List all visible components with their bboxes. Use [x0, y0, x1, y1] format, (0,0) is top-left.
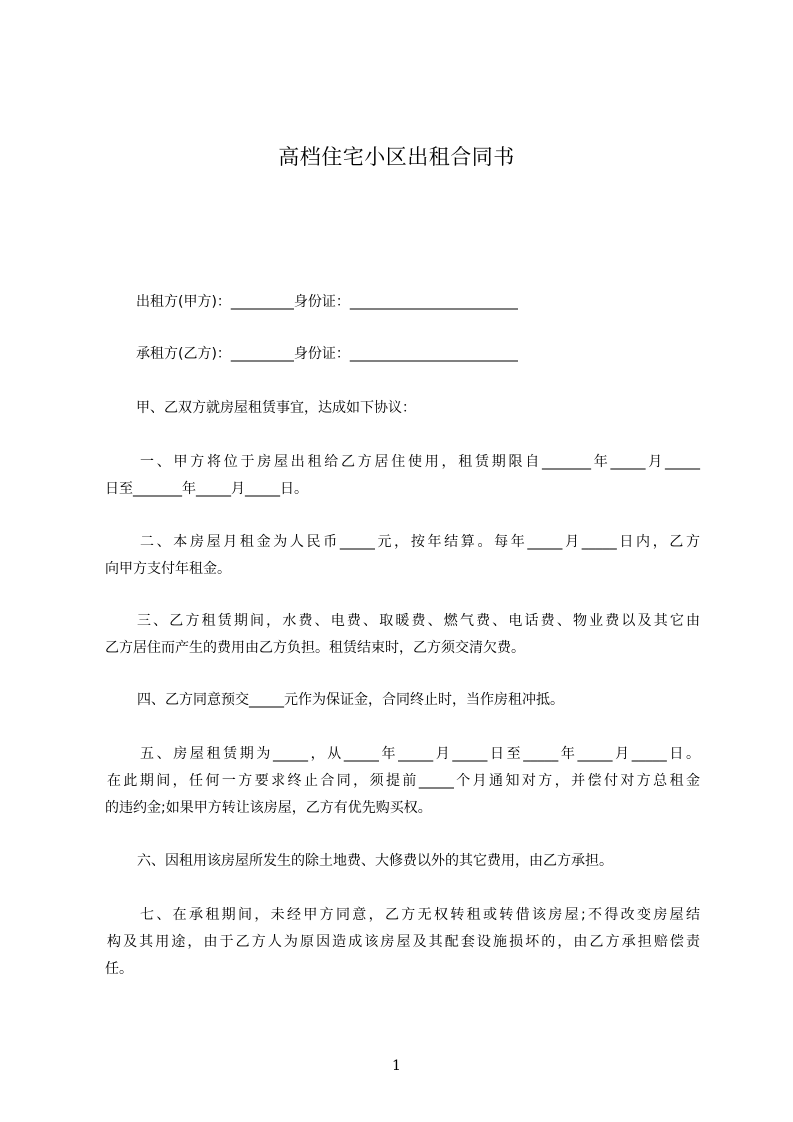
document-title: 高档住宅小区出租合同书: [278, 145, 515, 169]
lessor-line: 出租方(甲方)：_________身份证：________________________: [136, 294, 518, 310]
clause-1-line-2: 日至_______年_____月_____日。: [105, 481, 308, 497]
clause-3-line-1: 三、乙方租赁期间，水费、电费、取暖费、燃气费、电话费、物业费以及其它由: [137, 613, 700, 629]
clause-7-line-2: 构及其用途，由于乙方人为原因造成该房屋及其配套设施损坏的，由乙方承担赔偿责: [107, 934, 700, 950]
clause-2-line-2: 向甲方支付年租金。: [105, 561, 231, 577]
clause-7-line-3: 任。: [105, 961, 133, 977]
page-number: 1: [392, 1058, 401, 1074]
intro-line: 甲、乙双方就房屋租赁事宜，达成如下协议：: [136, 400, 416, 416]
clause-1-line-1: 一、甲方将位于房屋出租给乙方居住使用，租赁期限自_______年_____月_____: [140, 454, 700, 470]
clause-5-line-3: 的违约金;如果甲方转让该房屋，乙方有优先购买权。: [105, 800, 432, 816]
clause-2-line-1: 二、本房屋月租金为人民币_____元，按年结算。每年_____月_____日内，乙方: [140, 534, 700, 550]
clause-6-line-1: 六、因租用该房屋所发生的除土地费、大修费以外的其它费用，由乙方承担。: [137, 853, 613, 869]
clause-3-line-2: 乙方居住而产生的费用由乙方负担。租赁结束时，乙方须交清欠费。: [105, 640, 525, 656]
clause-5-line-1: 五、房屋租赁期为_____，从_____年_____月_____日至_____年_____月_____日。: [140, 746, 700, 762]
clause-5-line-2: 在此期间，任何一方要求终止合同，须提前_____个月通知对方，并偿付对方总租金: [107, 773, 700, 789]
clause-7-line-1: 七、在承租期间，未经甲方同意，乙方无权转租或转借该房屋;不得改变房屋结: [140, 907, 700, 923]
lessee-line: 承租方(乙方)：_________身份证：________________________: [136, 346, 518, 362]
clause-4-line-1: 四、乙方同意预交_____元作为保证金，合同终止时，当作房租冲抵。: [137, 692, 564, 708]
